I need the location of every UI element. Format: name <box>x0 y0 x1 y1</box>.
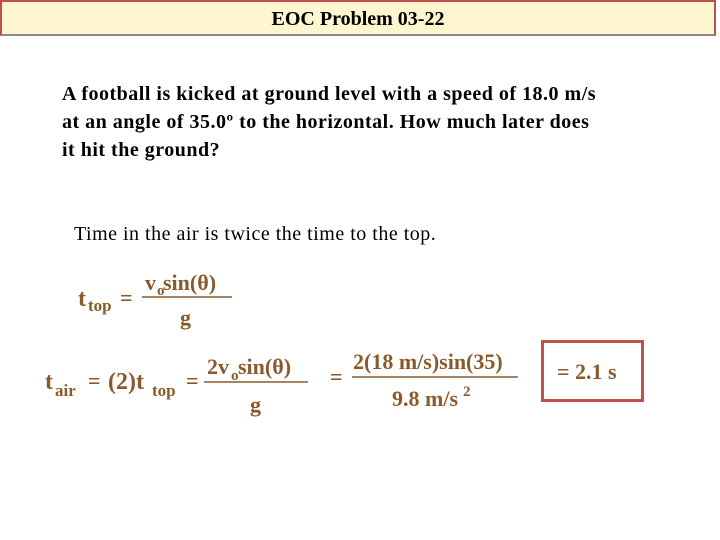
eq2-num-a-sub: o <box>231 368 239 384</box>
eq2-t2: t <box>136 369 144 395</box>
eq2-lhs-t: t <box>45 369 53 395</box>
eq1-num-v: v <box>145 270 156 295</box>
equation-time-in-air <box>45 349 518 417</box>
problem-line-1: A football is kicked at ground level with a speed of 18.0 m/s <box>62 83 597 105</box>
eq2-equals-1: = <box>88 368 101 393</box>
eq2-num-b: 2(18 m/s)sin(35) <box>353 349 503 374</box>
eq1-lhs-sub: top <box>88 296 112 315</box>
eq2-num-a-rest: sin(θ) <box>238 354 292 379</box>
eq2-lhs-sub: air <box>55 381 76 400</box>
eq2-den-a: g <box>250 392 261 417</box>
answer-value: = 2.1 s <box>557 359 617 384</box>
explanation-text: Time in the air is twice the time to the top. <box>74 223 437 245</box>
eq2-num-a: 2v <box>207 354 229 379</box>
eq2-den-b: 9.8 m/s <box>392 386 458 411</box>
eq1-num-rest: sin(θ) <box>163 270 217 295</box>
page-title: EOC Problem 03-22 <box>271 8 445 30</box>
eq2-equals-2: = <box>186 368 199 393</box>
problem-line-3: it hit the ground? <box>62 139 221 161</box>
equation-time-to-top <box>78 270 232 330</box>
eq2-factor: (2) <box>108 369 136 395</box>
eq1-lhs-t: t <box>78 286 86 312</box>
eq2-equals-3: = <box>330 364 343 389</box>
problem-line-2: at an angle of 35.0º to the horizontal. How much later does <box>62 111 590 133</box>
eq2-t2-sub: top <box>152 381 176 400</box>
eq1-num-sub: o <box>157 283 165 299</box>
eq2-den-b-sup: 2 <box>463 384 471 400</box>
eq1-den: g <box>180 305 191 330</box>
eq1-equals: = <box>120 285 133 310</box>
